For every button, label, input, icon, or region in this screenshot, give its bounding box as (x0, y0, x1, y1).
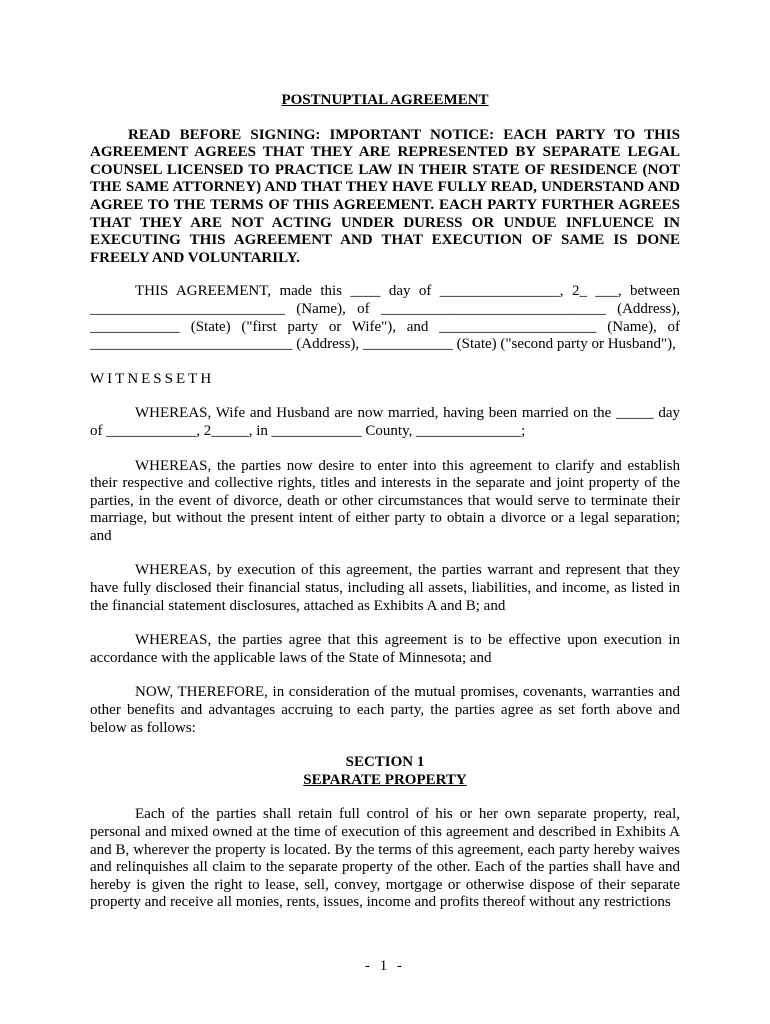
document-page (90, 92, 680, 912)
whereas-paragraph-3: WHEREAS, by execution of this agreement, the parties warrant and represent that they have fully disclosed their financial status, including all assets, liabilities, and income, as listed in the financial statement disclosures, attached as Exhibits A and B; and (90, 562, 680, 614)
section-number: SECTION 1 (345, 754, 425, 771)
whereas-paragraph-4: WHEREAS, the parties agree that this agreement is to be effective upon execution in accordance with the applicable laws of the State of Minnesota; and (90, 632, 680, 666)
whereas-paragraph-2: WHEREAS, the parties now desire to enter into this agreement to clarify and establish their respective and collective rights, titles and interests in the separate and joint property of the parties, in the event of divorce, death or other circumstances that would serve to terminate their marriage, but without the present intent of either party to obtain a divorce or a legal separation; and (90, 457, 680, 544)
witnesseth-heading: WITNESSETH (90, 370, 215, 387)
now-therefore-paragraph: NOW, THEREFORE, in consideration of the mutual promises, covenants, warranties and other benefits and advantages accruing to each party, the parties agree as set forth above and below as follows: (90, 684, 680, 736)
section-1-body: Each of the parties shall retain full control of his or her own separate property, real, personal and mixed owned at the time of execution of this agreement and described in Exhibits A and B, wherever the property is located. By the terms of this agreement, each party hereby waives and relinquishes all claim to the separate property of the other. Each of the parties shall have and hereby is given the right to lease, sell, convey, mortgage or otherwise dispose of their separate property and receive all monies, rents, issues, income and profits thereof without any restrictions (90, 806, 680, 911)
whereas-paragraph-1: WHEREAS, Wife and Husband are now married, having been married on the _____ day of ____________, 2_____, in ____________ County, ______________; (90, 405, 680, 439)
document-title: POSTNUPTIAL AGREEMENT (281, 92, 489, 108)
agreement-intro-paragraph: THIS AGREEMENT, made this ____ day of ________________, 2_ ___, between __________________________ (Name), of ______________________________ (Address), ____________ (State) ("first party or Wife"), and _____________________ (Name), of ___________________________ (Address), ____________ (State) ("second party or Husband"), (90, 283, 680, 353)
page-number: - 1 - (365, 958, 405, 974)
important-notice: READ BEFORE SIGNING: IMPORTANT NOTICE: EACH PARTY TO THIS AGREEMENT AGREES THAT THEY ARE REPRESENTED BY SEPARATE LEGAL COUNSEL LICENSED TO PRACTICE LAW IN THEIR STATE OF RESIDENCE (NOT THE SAME ATTORNEY) AND THAT THEY HAVE FULLY READ, UNDERSTAND AND AGREE TO THE TERMS OF THIS AGREEMENT. EACH PARTY FURTHER AGREES THAT THEY ARE NOT ACTING UNDER DURESS OR UNDUE INFLUENCE IN EXECUTING THIS AGREEMENT AND THAT EXECUTION OF SAME IS DONE FREELY AND VOLUNTARILY. (90, 126, 680, 266)
section-title: SEPARATE PROPERTY (303, 771, 467, 788)
